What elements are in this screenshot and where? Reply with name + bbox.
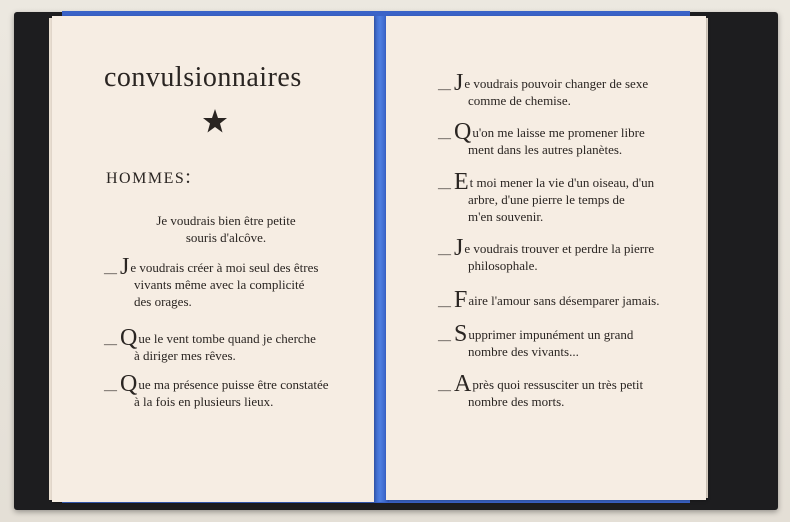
verse bbox=[438, 169, 666, 225]
verse-dash: — bbox=[104, 382, 117, 397]
drop-cap: J bbox=[454, 70, 464, 96]
verse-line: près quoi ressusciter un très petit bbox=[472, 377, 644, 392]
verse bbox=[438, 235, 666, 274]
verse-line: e voudrais trouver et perdre la pierre bbox=[464, 241, 655, 256]
verse-dash: — bbox=[438, 332, 451, 347]
drop-cap: Q bbox=[454, 119, 472, 145]
verse-line: philosophale. bbox=[468, 258, 538, 273]
intro-verse bbox=[126, 212, 326, 246]
drop-cap: Q bbox=[120, 325, 138, 351]
section-heading: HOMMES: bbox=[106, 166, 193, 188]
verse bbox=[438, 321, 666, 360]
drop-cap: S bbox=[454, 321, 468, 347]
verse-line: ment dans les autres planètes. bbox=[468, 142, 623, 157]
verse bbox=[438, 119, 664, 158]
verse-line: arbre, d'une pierre le temps de bbox=[468, 192, 625, 207]
verse-line: à la fois en plusieurs lieux. bbox=[134, 394, 274, 409]
verse-dash: — bbox=[438, 246, 451, 261]
verse-dash: — bbox=[438, 298, 451, 313]
verse bbox=[438, 371, 666, 410]
verse-line: des orages. bbox=[134, 294, 192, 309]
verse bbox=[104, 254, 334, 310]
verse-dash: — bbox=[438, 130, 451, 145]
verse-line: aire l'amour sans désemparer jamais. bbox=[468, 293, 660, 308]
drop-cap: F bbox=[454, 287, 468, 313]
drop-cap: J bbox=[454, 235, 464, 261]
verse-line: comme de chemise. bbox=[468, 93, 571, 108]
verse-line: nombre des morts. bbox=[468, 394, 565, 409]
verse-line: m'en souvenir. bbox=[468, 209, 544, 224]
drop-cap: A bbox=[454, 371, 472, 397]
verse-line: vivants même avec la complicité bbox=[134, 277, 305, 292]
verse-line: à diriger mes rêves. bbox=[134, 348, 236, 363]
verse-dash: — bbox=[104, 336, 117, 351]
verse-line: e voudrais créer à moi seul des êtres bbox=[130, 260, 319, 275]
star-icon bbox=[202, 108, 228, 134]
verse-dash: — bbox=[438, 180, 451, 195]
verse bbox=[104, 371, 340, 410]
verse bbox=[104, 325, 334, 364]
verse-line: u'on me laisse me promener libre bbox=[472, 125, 645, 140]
intro-line: souris d'alcôve. bbox=[185, 230, 267, 245]
verse-line: upprimer impunément un grand bbox=[468, 327, 634, 342]
verse bbox=[438, 70, 664, 109]
verse-dash: — bbox=[438, 382, 451, 397]
verse-line: ue le vent tombe quand je cherche bbox=[138, 331, 316, 346]
verse-line: t moi mener la vie d'un oiseau, d'un bbox=[469, 175, 655, 190]
verse-line: e voudrais pouvoir changer de sexe bbox=[464, 76, 649, 91]
verse-dash: — bbox=[104, 265, 117, 280]
verse bbox=[438, 287, 666, 313]
drop-cap: E bbox=[454, 169, 469, 195]
verse-line: ue ma présence puisse être constatée bbox=[138, 377, 329, 392]
intro-line: Je voudrais bien être petite bbox=[156, 213, 296, 228]
verse-line: nombre des vivants... bbox=[468, 344, 579, 359]
drop-cap: J bbox=[120, 254, 130, 280]
verse-dash: — bbox=[438, 81, 451, 96]
drop-cap: Q bbox=[120, 371, 138, 397]
page-title: convulsionnaires bbox=[104, 62, 302, 93]
